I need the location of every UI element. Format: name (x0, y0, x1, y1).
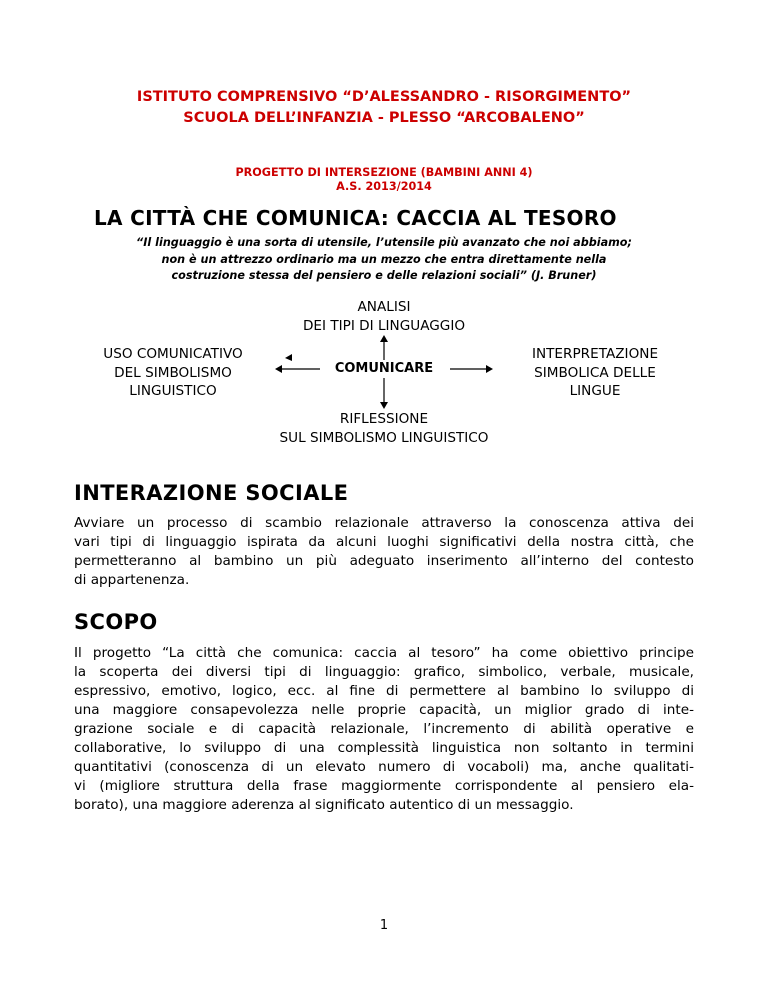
school-name: ISTITUTO COMPRENSIVO “D’ALESSANDRO - RISORGIMENTO” (136, 89, 632, 105)
project-type: PROGETTO DI INTERSEZIONE (BAMBINI ANNI 4) (235, 166, 533, 179)
diagram-node-text: SIMBOLICA DELLE (534, 364, 656, 381)
paragraph-line: Avviare un processo di scambio relazionale attraverso la conoscenza attiva dei (74, 515, 694, 531)
arrow-up-head (380, 335, 388, 342)
paragraph-line: Il progetto “La città che comunica: caccia al tesoro” ha come obiettivo principe (74, 645, 694, 661)
paragraph-line: grazione sociale e di capacità relazionale, l’incremento di abilità operative e (74, 721, 694, 737)
paragraph-line: vari tipi di linguaggio ispirata da alcuni luoghi significativi della nostra città, che (74, 534, 694, 550)
quote-line: costruzione stessa del pensiero e delle relazioni sociali” (J. Bruner) (171, 269, 597, 282)
paragraph-line: espressivo, emotivo, logico, ecc. al fine di permettere al bambino lo sviluppo di (74, 683, 694, 699)
arrow-right-head (486, 365, 493, 373)
arrow-left-head (275, 365, 282, 373)
paragraph-line: quantitativi (conoscenza di un elevato numero di vocaboli) ma, anche qualitati- (74, 759, 694, 775)
diagram-node-text: DEI TIPI DI LINGUAGGIO (302, 317, 466, 334)
section-heading-interazione: INTERAZIONE SOCIALE (74, 481, 349, 505)
section-paragraph-interazione (74, 514, 694, 590)
diagram-node-center: COMUNICARE (334, 361, 434, 376)
diagram-node-text: RIFLESSIONE (339, 411, 429, 427)
diagram-node-text: INTERPRETAZIONE (531, 346, 659, 362)
section-paragraph-scopo (74, 644, 694, 815)
diagram-node-text: ANALISI (357, 299, 411, 315)
section-heading-scopo: SCOPO (74, 610, 158, 634)
diagram-node-text: LINGUE (569, 383, 621, 399)
paragraph-line: permetteranno al bambino un più adeguato inserimento all’interno del contesto (74, 553, 694, 569)
quote-line: non è un attrezzo ordinario ma un mezzo che entra direttamente nella (161, 252, 607, 266)
paragraph-line: la scoperta dei diversi tipi di linguaggio: grafico, simbolico, verbale, musicale, (74, 664, 694, 680)
paragraph-line: una maggiore consapevolezza nelle proprie capacità, un miglior grado di inte- (74, 702, 694, 718)
paragraph-line: collaborative, lo sviluppo di una complessità linguistica non soltanto in termini (74, 740, 694, 756)
school-year: A.S. 2013/2014 (336, 180, 432, 193)
diagram-node-text: DEL SIMBOLISMO (114, 364, 232, 381)
page-title: LA CITTÀ CHE COMUNICA: CACCIA AL TESORO (94, 206, 617, 230)
diagram-node-text: SUL SIMBOLISMO LINGUISTICO (279, 429, 489, 446)
paragraph-line: vi (migliore struttura della frase maggiormente corrispondente al pensiero ela- (74, 778, 694, 794)
diagram-node-text: USO COMUNICATIVO (103, 346, 243, 362)
arrow-left-stray-head (285, 354, 292, 361)
school-subtitle: SCUOLA DELL’INFANZIA - PLESSO “ARCOBALENO” (183, 110, 585, 126)
quote-line: “Il linguaggio è una sorta di utensile, l’utensile più avanzato che noi abbiamo; (136, 236, 632, 249)
paragraph-line: borato), una maggiore aderenza al significato autentico di un messaggio. (74, 797, 574, 813)
page-number: 1 (379, 918, 389, 933)
paragraph-line: di appartenenza. (74, 572, 190, 588)
diagram-node-text: LINGUISTICO (129, 383, 217, 399)
arrow-down-head (380, 402, 388, 409)
